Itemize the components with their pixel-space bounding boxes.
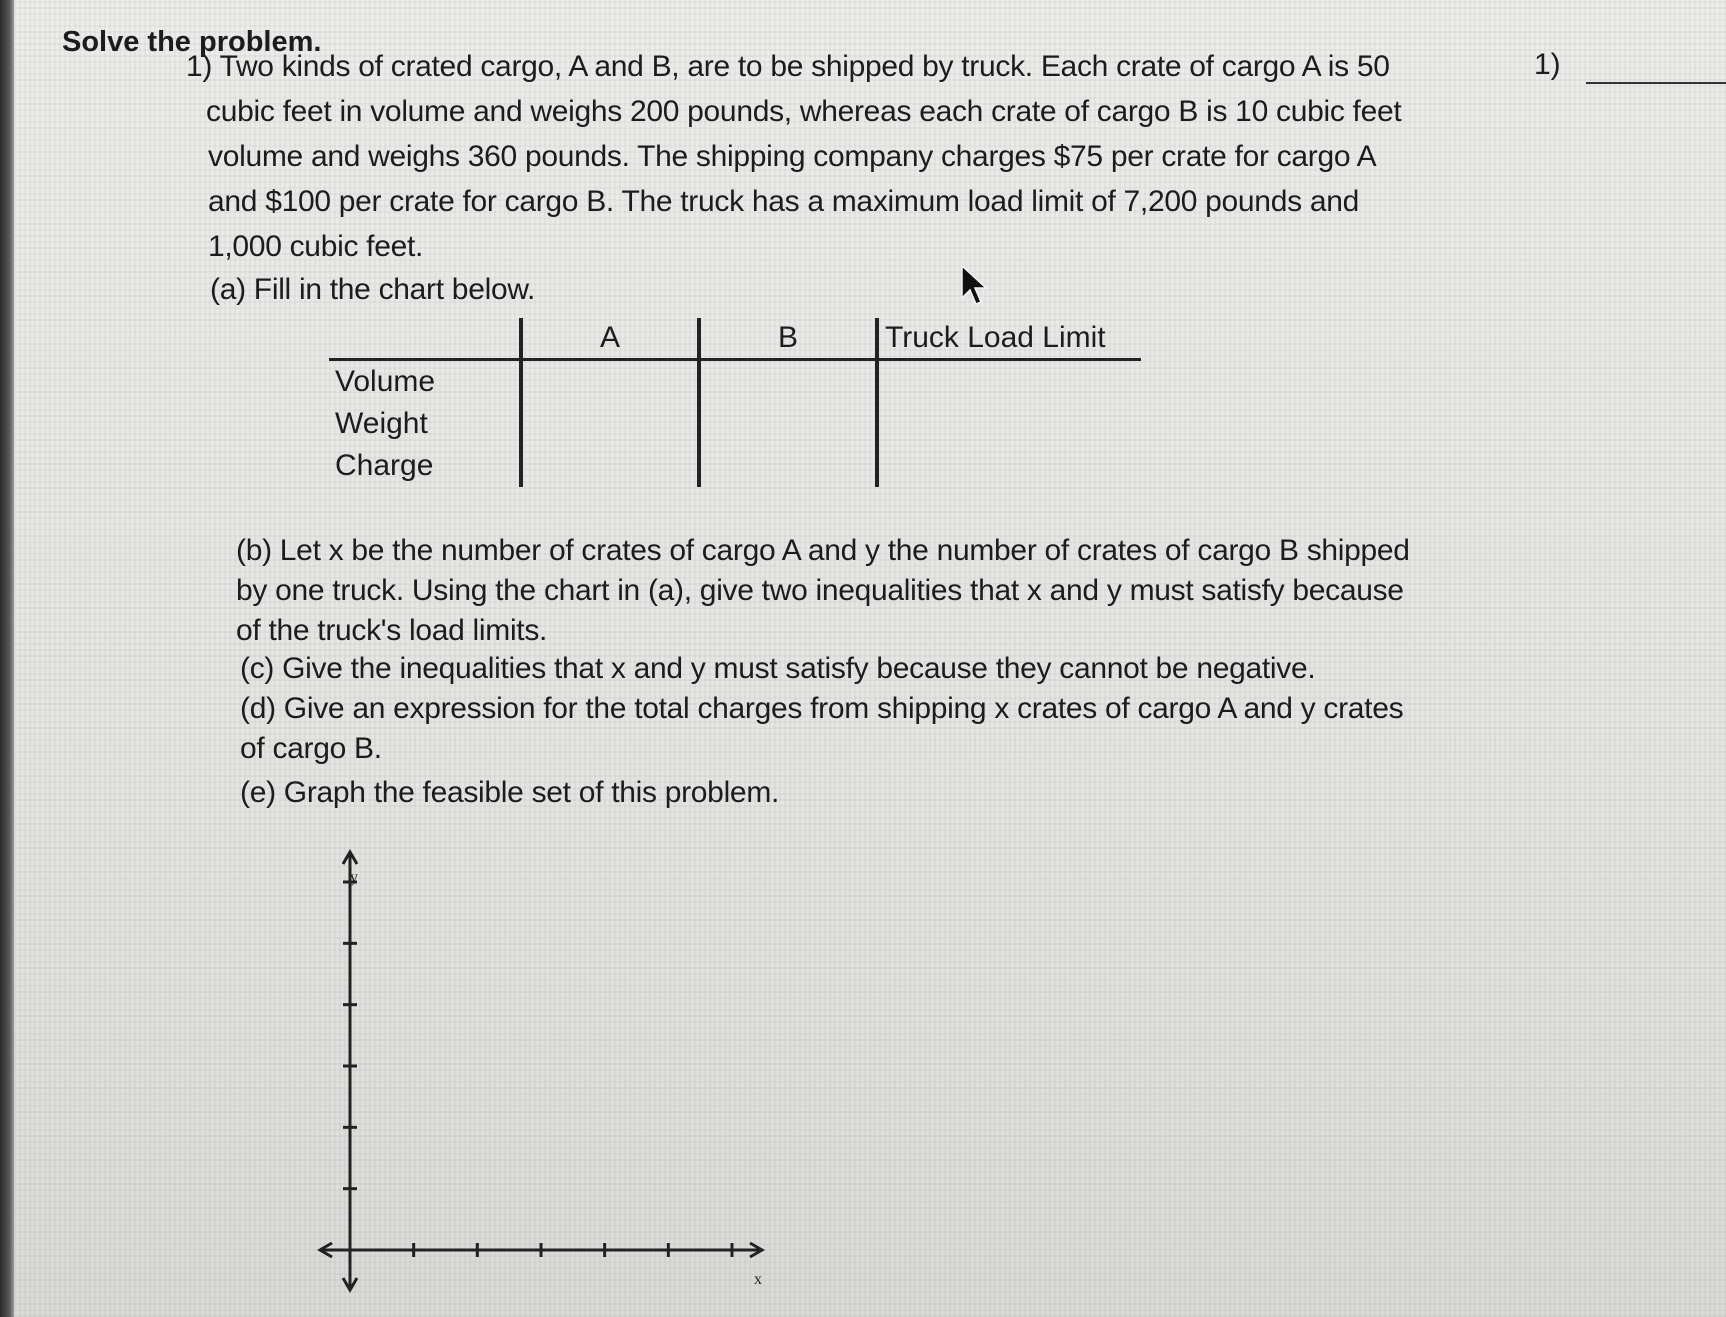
chart-row-label: Weight xyxy=(335,407,428,440)
part-d-line-2: of cargo B. xyxy=(240,732,382,765)
part-b-line-3: of the truck's load limits. xyxy=(236,614,548,647)
chart-row xyxy=(329,403,1141,445)
chart-cell-volume-b[interactable] xyxy=(699,360,877,404)
part-a-instruction: (a) Fill in the chart below. xyxy=(210,273,536,306)
worksheet-page xyxy=(14,0,1726,1317)
chart-row-label: Charge xyxy=(335,449,434,482)
part-c-text: (c) Give the inequalities that x and y must satisfy because they cannot be negative. xyxy=(240,652,1316,685)
chart-row-label: Volume xyxy=(335,365,436,398)
chart-corner-cell xyxy=(329,318,521,360)
feasible-set-graph[interactable] xyxy=(314,840,794,1310)
mouse-pointer-icon xyxy=(960,264,990,308)
chart-cell-volume-limit[interactable] xyxy=(877,360,1141,404)
chart-row xyxy=(329,360,1141,404)
chart-cell-weight-a[interactable] xyxy=(521,403,699,445)
section-heading: Solve the problem. xyxy=(62,26,322,58)
part-e-text: (e) Graph the feasible set of this problem. xyxy=(240,776,780,809)
chart-cell-charge-a[interactable] xyxy=(521,445,699,487)
answer-number: 1) xyxy=(1534,48,1561,81)
problem-text-line-1: 1) Two kinds of crated cargo, A and B, are to be shipped by truck. Each crate of cargo A is 50 xyxy=(186,50,1390,83)
chart-cell-weight-limit[interactable] xyxy=(877,403,1141,445)
problem-text-line-4: and $100 per crate for cargo B. The truck has a maximum load limit of 7,200 pounds and xyxy=(208,185,1359,218)
cargo-chart xyxy=(329,318,1141,487)
chart-column-b: B xyxy=(699,318,877,360)
answer-blank[interactable] xyxy=(1586,82,1726,84)
chart-column-a: A xyxy=(521,318,699,360)
chart-column-limit: Truck Load Limit xyxy=(877,318,1141,360)
chart-row xyxy=(329,445,1141,487)
part-b-line-2: by one truck. Using the chart in (a), give two inequalities that x and y must satisfy because xyxy=(236,574,1404,607)
chart-cell-charge-b[interactable] xyxy=(699,445,877,487)
chart-cell-charge-limit[interactable] xyxy=(877,445,1141,487)
chart-cell-volume-a[interactable] xyxy=(521,360,699,404)
problem-text-line-2: cubic feet in volume and weighs 200 pounds, whereas each crate of cargo B is 10 cubic feet xyxy=(206,95,1402,128)
part-b-line-1: (b) Let x be the number of crates of cargo A and y the number of crates of cargo B shipped xyxy=(236,534,1410,567)
x-axis-label: x xyxy=(754,1271,762,1288)
y-axis-label: y xyxy=(350,869,358,886)
chart-header-row xyxy=(329,318,1141,360)
problem-text-line-5: 1,000 cubic feet. xyxy=(208,230,424,263)
part-d-line-1: (d) Give an expression for the total charges from shipping x crates of cargo A and y crates xyxy=(240,692,1404,725)
problem-text-line-3: volume and weighs 360 pounds. The shipping company charges $75 per crate for cargo A xyxy=(208,140,1377,173)
chart-cell-weight-b[interactable] xyxy=(699,403,877,445)
